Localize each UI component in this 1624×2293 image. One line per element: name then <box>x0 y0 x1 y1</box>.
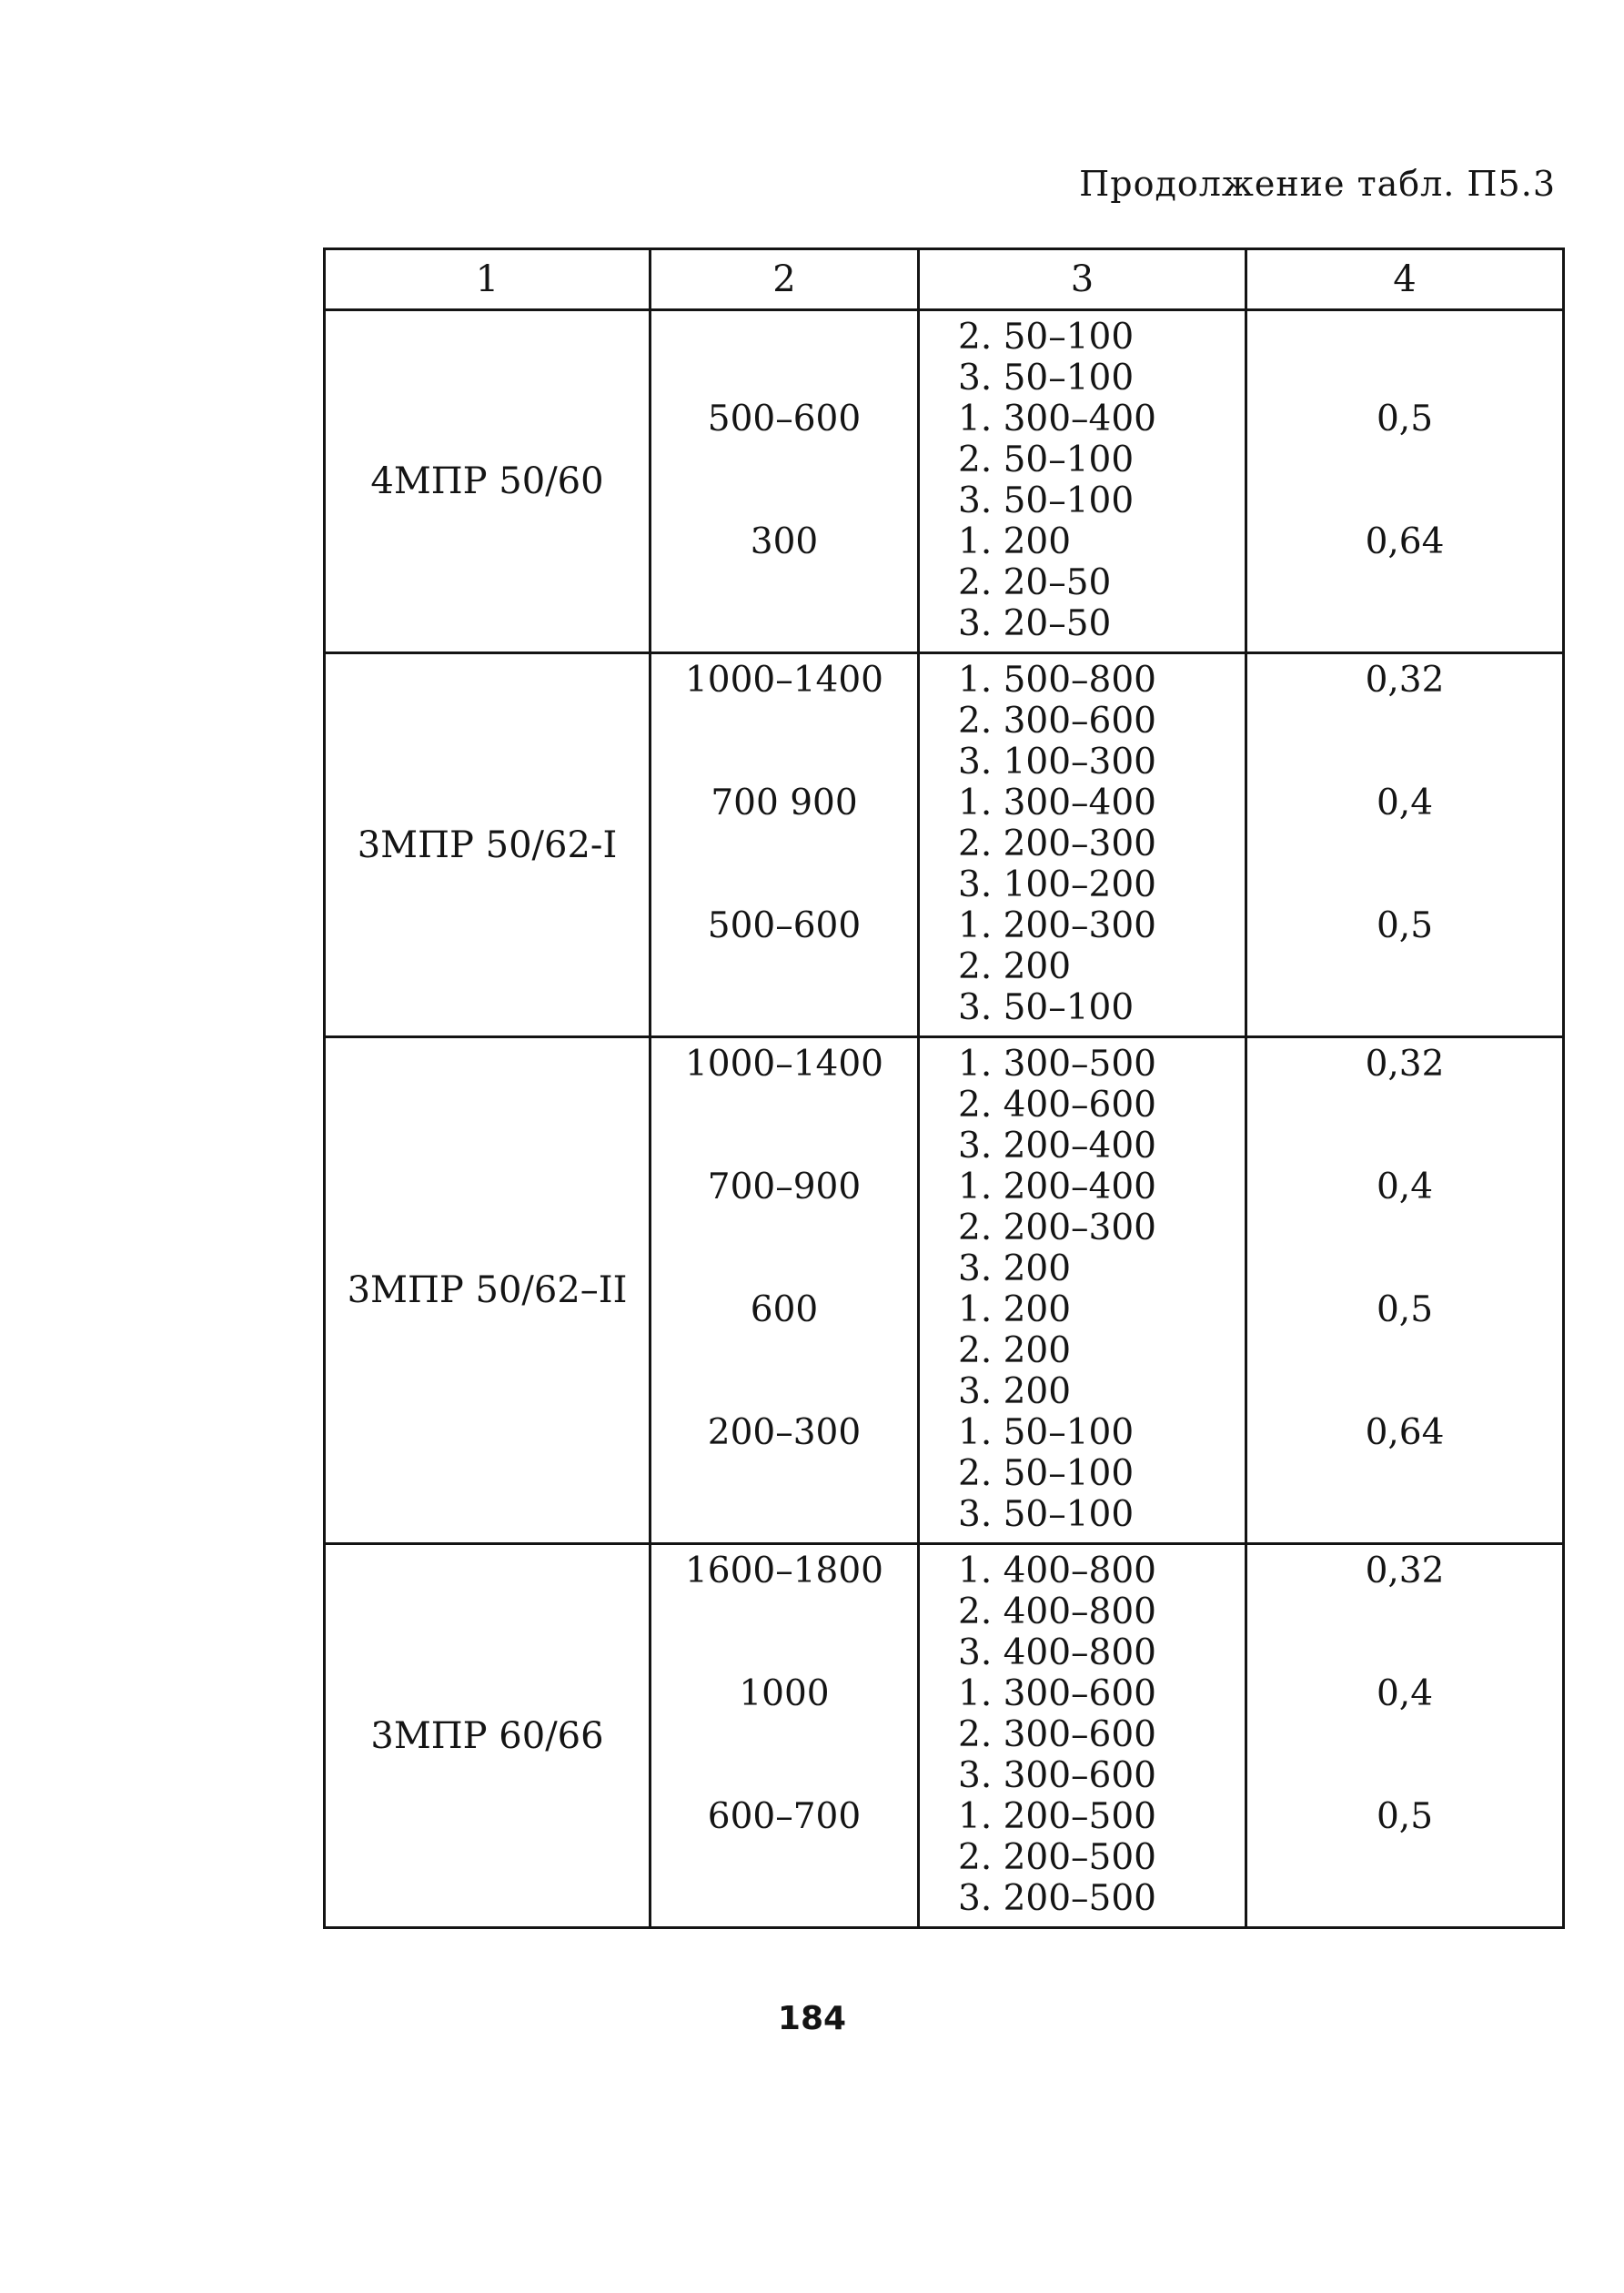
coef-column-cell <box>1246 1544 1564 1928</box>
coef-cell <box>1247 1878 1562 1919</box>
coef-cell <box>1247 1085 1562 1126</box>
row-label: 3МПР 60/66 <box>325 1544 651 1928</box>
speed-cell <box>651 1878 917 1919</box>
speed-column-cell <box>651 1037 919 1544</box>
speed-cell <box>651 1371 917 1412</box>
speed-cell <box>651 987 917 1028</box>
speed-cell <box>651 1085 917 1126</box>
coef-cell <box>1247 1453 1562 1494</box>
coef-cell <box>1247 1755 1562 1796</box>
range-cell: 3. 100–300 <box>958 742 1156 783</box>
speed-cell <box>651 1632 917 1673</box>
coef-cell <box>1247 1126 1562 1167</box>
table-row <box>325 1544 1564 1928</box>
speed-cell <box>651 1591 917 1632</box>
speed-cell: 1000 <box>739 1673 830 1714</box>
header-col-4: 4 <box>1246 249 1564 310</box>
speed-cell <box>651 1207 917 1248</box>
row-label: 4МПР 50/60 <box>325 310 651 653</box>
speed-cell <box>651 1714 917 1755</box>
range-cell: 3. 300–600 <box>958 1755 1156 1796</box>
header-col-2: 2 <box>651 249 919 310</box>
speed-cell: 500–600 <box>707 399 862 439</box>
coef-cell: 0,32 <box>1365 1551 1445 1591</box>
range-cell: 3. 200–400 <box>958 1126 1156 1167</box>
range-cell: 2. 400–600 <box>958 1085 1156 1126</box>
range-cell: 1. 500–800 <box>958 660 1156 701</box>
row-label: 3МПР 50/62-I <box>325 653 651 1037</box>
coef-cell <box>1247 987 1562 1028</box>
coef-cell <box>1247 1207 1562 1248</box>
range-cell: 2. 300–600 <box>958 1714 1156 1755</box>
coef-column-cell <box>1246 653 1564 1037</box>
speed-cell <box>651 1837 917 1878</box>
speed-cell: 500–600 <box>707 905 862 946</box>
coef-column-cell <box>1246 310 1564 653</box>
range-cell: 1. 200 <box>958 1289 1072 1330</box>
speed-cell: 200–300 <box>707 1412 862 1453</box>
speed-cell <box>651 1494 917 1535</box>
coef-cell <box>1247 317 1562 358</box>
coef-cell: 0,5 <box>1376 905 1434 946</box>
range-cell: 2. 200–300 <box>958 823 1156 864</box>
table-body <box>325 310 1564 1928</box>
coef-cell <box>1247 1494 1562 1535</box>
range-cell: 1. 200–300 <box>958 905 1156 946</box>
speed-cell <box>651 358 917 399</box>
range-cell: 2. 300–600 <box>958 701 1156 742</box>
speed-cell <box>651 1248 917 1289</box>
range-cell: 3. 200–500 <box>958 1878 1156 1919</box>
coef-cell: 0,64 <box>1365 521 1445 562</box>
range-cell: 2. 200–300 <box>958 1207 1156 1248</box>
coef-cell <box>1247 946 1562 987</box>
coef-column-cell <box>1246 1037 1564 1544</box>
coef-cell <box>1247 480 1562 521</box>
coef-cell <box>1247 358 1562 399</box>
speed-cell: 600–700 <box>707 1796 862 1837</box>
speed-cell <box>651 1126 917 1167</box>
speed-cell <box>651 562 917 603</box>
range-cell: 2. 200–500 <box>958 1837 1156 1878</box>
range-cell: 1. 200–500 <box>958 1796 1156 1837</box>
range-cell: 3. 50–100 <box>958 987 1135 1028</box>
speed-cell <box>651 946 917 987</box>
coef-cell: 0,4 <box>1376 1167 1434 1207</box>
speed-cell <box>651 439 917 480</box>
coef-cell <box>1247 1591 1562 1632</box>
speed-cell: 1000–1400 <box>684 660 883 701</box>
range-cell: 1. 400–800 <box>958 1551 1156 1591</box>
speed-cell <box>651 480 917 521</box>
range-cell: 2. 200 <box>958 946 1072 987</box>
coef-cell <box>1247 742 1562 783</box>
speed-cell <box>651 603 917 644</box>
coef-cell: 0,5 <box>1376 1289 1434 1330</box>
speed-cell <box>651 1330 917 1371</box>
range-cell: 3. 100–200 <box>958 864 1156 905</box>
range-cell: 3. 400–800 <box>958 1632 1156 1673</box>
range-cell: 3. 200 <box>958 1371 1072 1412</box>
speed-cell <box>651 742 917 783</box>
table-row <box>325 310 1564 653</box>
range-cell: 2. 50–100 <box>958 1453 1135 1494</box>
range-cell: 1. 300–400 <box>958 399 1156 439</box>
page-number: 184 <box>777 2000 847 2037</box>
speed-cell: 600 <box>750 1289 819 1330</box>
speed-cell <box>651 864 917 905</box>
table-row <box>325 653 1564 1037</box>
speed-cell <box>651 1755 917 1796</box>
row-label: 3МПР 50/62–II <box>325 1037 651 1544</box>
speed-cell: 300 <box>750 521 819 562</box>
range-cell: 2. 20–50 <box>958 562 1112 603</box>
coef-cell <box>1247 1714 1562 1755</box>
range-column-cell <box>919 653 1246 1037</box>
table-row <box>325 1037 1564 1544</box>
speed-cell <box>651 317 917 358</box>
coef-cell: 0,5 <box>1376 399 1434 439</box>
coef-cell <box>1247 1371 1562 1412</box>
range-cell: 3. 200 <box>958 1248 1072 1289</box>
coef-cell <box>1247 864 1562 905</box>
range-cell: 3. 50–100 <box>958 480 1135 521</box>
range-cell: 1. 200 <box>958 521 1072 562</box>
coef-cell: 0,32 <box>1365 1044 1445 1085</box>
range-column-cell <box>919 1037 1246 1544</box>
range-cell: 1. 50–100 <box>958 1412 1135 1453</box>
header-col-3: 3 <box>919 249 1246 310</box>
range-cell: 2. 400–800 <box>958 1591 1156 1632</box>
coef-cell <box>1247 439 1562 480</box>
range-cell: 2. 50–100 <box>958 317 1135 358</box>
coef-cell <box>1247 1248 1562 1289</box>
range-cell: 1. 200–400 <box>958 1167 1156 1207</box>
coef-cell <box>1247 1632 1562 1673</box>
coef-cell: 0,4 <box>1376 783 1434 823</box>
speed-cell <box>651 1453 917 1494</box>
speed-column-cell <box>651 1544 919 1928</box>
coef-cell: 0,64 <box>1365 1412 1445 1453</box>
range-cell: 1. 300–500 <box>958 1044 1156 1085</box>
range-cell: 3. 20–50 <box>958 603 1112 644</box>
range-cell: 2. 50–100 <box>958 439 1135 480</box>
data-table <box>323 247 1565 1929</box>
coef-cell <box>1247 562 1562 603</box>
range-cell: 3. 50–100 <box>958 1494 1135 1535</box>
range-column-cell <box>919 1544 1246 1928</box>
range-cell: 1. 300–400 <box>958 783 1156 823</box>
speed-column-cell <box>651 310 919 653</box>
range-cell: 3. 50–100 <box>958 358 1135 399</box>
speed-cell <box>651 823 917 864</box>
header-col-1: 1 <box>325 249 651 310</box>
coef-cell <box>1247 1330 1562 1371</box>
speed-cell <box>651 701 917 742</box>
coef-cell <box>1247 701 1562 742</box>
coef-cell: 0,32 <box>1365 660 1445 701</box>
coef-cell: 0,5 <box>1376 1796 1434 1837</box>
coef-cell: 0,4 <box>1376 1673 1434 1714</box>
speed-cell: 700 900 <box>711 783 858 823</box>
header-row <box>325 249 1564 310</box>
speed-cell: 1600–1800 <box>684 1551 883 1591</box>
speed-cell: 1000–1400 <box>684 1044 883 1085</box>
range-column-cell <box>919 310 1246 653</box>
coef-cell <box>1247 1837 1562 1878</box>
coef-cell <box>1247 603 1562 644</box>
table-caption: Продолжение табл. П5.3 <box>1079 164 1556 204</box>
speed-column-cell <box>651 653 919 1037</box>
coef-cell <box>1247 823 1562 864</box>
range-cell: 2. 200 <box>958 1330 1072 1371</box>
speed-cell: 700–900 <box>707 1167 862 1207</box>
range-cell: 1. 300–600 <box>958 1673 1156 1714</box>
